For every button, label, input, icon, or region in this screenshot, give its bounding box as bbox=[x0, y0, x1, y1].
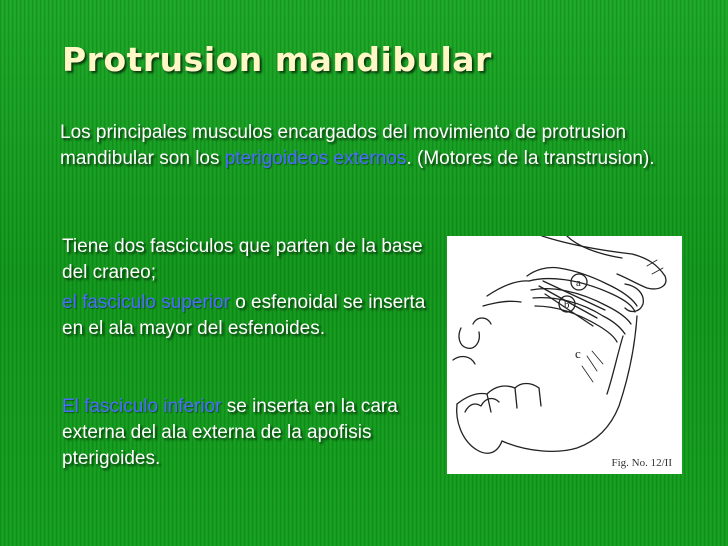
pterigoideos-highlight: pterigoideos externos bbox=[224, 148, 407, 169]
inferior-fasciculo-paragraph bbox=[62, 394, 432, 472]
fasciculos-intro-text: Tiene dos fasciculos que parten de la base del craneo; bbox=[62, 236, 423, 283]
label-c: c bbox=[575, 346, 581, 361]
anatomy-figure bbox=[447, 236, 682, 474]
intro-paragraph bbox=[60, 120, 660, 172]
superior-rest: o esfenoidal se inserta en el ala mayor del esfenoides. bbox=[62, 292, 426, 339]
slide-title: Protrusion mandibular bbox=[62, 40, 492, 79]
label-a: a bbox=[576, 277, 581, 289]
jaw-muscle-illustration bbox=[447, 236, 682, 474]
intro-text-end: . (Motores de la transtrusion). bbox=[406, 148, 655, 169]
inferior-highlight: El fasciculo inferior bbox=[62, 396, 222, 417]
superior-highlight: el fasciculo superior bbox=[62, 292, 230, 313]
label-b: b bbox=[564, 299, 570, 311]
intro-text-start: Los principales musculos encargados del movimiento de protrusion mandibular son los bbox=[60, 122, 627, 169]
fasciculos-paragraph bbox=[62, 234, 432, 342]
superior-fasciculo-text bbox=[62, 290, 432, 342]
inferior-rest: se inserta en la cara externa del ala externa de la apofisis pterigoides. bbox=[62, 396, 398, 469]
figure-caption: Fig. No. 12/II bbox=[611, 457, 672, 469]
